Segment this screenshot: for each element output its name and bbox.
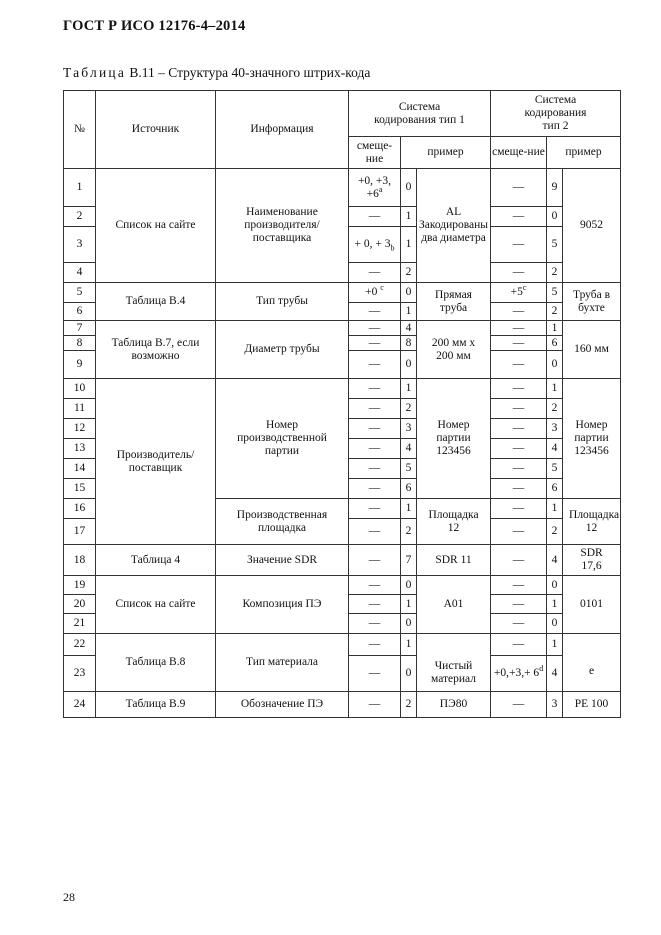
offset-2-cell: — bbox=[491, 439, 547, 459]
offset-1-cell: — bbox=[349, 351, 401, 379]
caption-text: В.11 – Структура 40-значного штрих-кода bbox=[129, 65, 371, 80]
info-cell: Производственная площадка bbox=[216, 499, 349, 545]
example-2-cell: Площадка 12 bbox=[563, 499, 621, 545]
offset-2-cell: — bbox=[491, 227, 547, 263]
example-2-cell: 9052 bbox=[563, 169, 621, 283]
offset-2-cell: — bbox=[491, 419, 547, 439]
offset-2-cell: — bbox=[491, 634, 547, 656]
source-cell: Таблица В.9 bbox=[96, 692, 216, 718]
offset-1-value: +0 bbox=[365, 286, 381, 298]
page-number: 28 bbox=[63, 890, 75, 904]
digit-2-cell: 2 bbox=[547, 263, 563, 283]
row-number: 7 bbox=[64, 321, 96, 336]
row-number: 12 bbox=[64, 419, 96, 439]
offset-1-cell: — bbox=[349, 207, 401, 227]
digit-1-cell: 5 bbox=[401, 459, 417, 479]
offset-1-cell: — bbox=[349, 595, 401, 614]
digit-2-cell: 4 bbox=[547, 545, 563, 576]
offset-2-cell: — bbox=[491, 351, 547, 379]
row-number: 11 bbox=[64, 399, 96, 419]
digit-2-cell: 3 bbox=[547, 419, 563, 439]
example-2-cell: Номер партии 123456 bbox=[563, 379, 621, 499]
table-header-row bbox=[64, 91, 621, 137]
digit-2-cell: 4 bbox=[547, 439, 563, 459]
offset-1-value: +0, +3, +6 bbox=[357, 174, 392, 200]
header-number: № bbox=[64, 91, 96, 169]
example-2-cell: 0101 bbox=[563, 576, 621, 634]
table-row bbox=[64, 283, 621, 303]
row-number: 14 bbox=[64, 459, 96, 479]
barcode-structure-table bbox=[63, 90, 621, 718]
info-cell: Номер производственной партии bbox=[216, 379, 349, 499]
digit-2-cell: 9 bbox=[547, 169, 563, 207]
digit-1-cell: 0 bbox=[401, 614, 417, 634]
footnote-mark: c bbox=[380, 283, 384, 293]
row-number: 5 bbox=[64, 283, 96, 303]
example-1-cell: AL Закодированы два диаметра bbox=[417, 169, 491, 283]
offset-1-cell: — bbox=[349, 614, 401, 634]
row-number: 21 bbox=[64, 614, 96, 634]
header-source: Источник bbox=[96, 91, 216, 169]
example-1-cell: Площадка 12 bbox=[417, 499, 491, 545]
digit-2-cell: 5 bbox=[547, 283, 563, 303]
source-cell: Таблица В.4 bbox=[96, 283, 216, 321]
digit-1-cell: 0 bbox=[401, 656, 417, 692]
offset-1-cell: — bbox=[349, 439, 401, 459]
info-cell: Диаметр трубы bbox=[216, 321, 349, 379]
digit-1-cell: 8 bbox=[401, 336, 417, 351]
row-number: 24 bbox=[64, 692, 96, 718]
table-row bbox=[64, 545, 621, 576]
source-cell: Таблица В.8 bbox=[96, 634, 216, 692]
example-2-cell: e bbox=[563, 634, 621, 692]
table-row bbox=[64, 379, 621, 399]
digit-2-cell: 5 bbox=[547, 227, 563, 263]
example-2-cell: PE 100 bbox=[563, 692, 621, 718]
offset-1-cell bbox=[349, 169, 401, 207]
digit-1-cell: 1 bbox=[401, 499, 417, 519]
digit-1-cell: 7 bbox=[401, 545, 417, 576]
offset-2-cell: — bbox=[491, 576, 547, 595]
offset-1-cell: — bbox=[349, 379, 401, 399]
example-1-cell: ПЭ80 bbox=[417, 692, 491, 718]
offset-1-cell: — bbox=[349, 459, 401, 479]
example-1-cell: Чистый материал bbox=[417, 634, 491, 692]
offset-1-cell: — bbox=[349, 656, 401, 692]
subheader-example-1: пример bbox=[401, 137, 491, 169]
offset-1-cell: — bbox=[349, 263, 401, 283]
table-caption bbox=[63, 65, 370, 81]
offset-2-value: +0,+3,+ 6 bbox=[493, 667, 540, 679]
row-number: 18 bbox=[64, 545, 96, 576]
row-number: 15 bbox=[64, 479, 96, 499]
subheader-offset-2: смеще-ние bbox=[491, 137, 547, 169]
digit-1-cell: 1 bbox=[401, 379, 417, 399]
footnote-mark: c bbox=[522, 283, 527, 293]
digit-2-cell: 1 bbox=[547, 634, 563, 656]
digit-2-cell: 0 bbox=[547, 576, 563, 595]
row-number: 19 bbox=[64, 576, 96, 595]
info-cell: Обозначение ПЭ bbox=[216, 692, 349, 718]
digit-2-cell: 1 bbox=[547, 379, 563, 399]
digit-2-cell: 0 bbox=[547, 351, 563, 379]
header-system-2: Система кодирования тип 2 bbox=[491, 91, 621, 137]
example-1-cell: Номер партии 123456 bbox=[417, 379, 491, 499]
digit-1-cell: 1 bbox=[401, 303, 417, 321]
offset-1-cell: — bbox=[349, 545, 401, 576]
row-number: 6 bbox=[64, 303, 96, 321]
offset-1-cell: — bbox=[349, 692, 401, 718]
digit-1-cell: 0 bbox=[401, 576, 417, 595]
digit-2-cell: 6 bbox=[547, 336, 563, 351]
info-cell: Значение SDR bbox=[216, 545, 349, 576]
digit-2-cell: 5 bbox=[547, 459, 563, 479]
offset-1-cell: — bbox=[349, 303, 401, 321]
offset-2-cell bbox=[491, 283, 547, 303]
info-cell: Композиция ПЭ bbox=[216, 576, 349, 634]
source-cell: Список на сайте bbox=[96, 169, 216, 283]
offset-1-cell: — bbox=[349, 336, 401, 351]
row-number: 23 bbox=[64, 656, 96, 692]
offset-2-cell: — bbox=[491, 519, 547, 545]
offset-2-cell: — bbox=[491, 692, 547, 718]
digit-2-cell: 2 bbox=[547, 303, 563, 321]
offset-1-cell: — bbox=[349, 479, 401, 499]
subheader-offset-1: смеще-ние bbox=[349, 137, 401, 169]
digit-1-cell: 0 bbox=[401, 351, 417, 379]
offset-1-cell: — bbox=[349, 419, 401, 439]
offset-2-cell: — bbox=[491, 336, 547, 351]
header-info: Информация bbox=[216, 91, 349, 169]
table-row bbox=[64, 634, 621, 656]
digit-2-cell: 2 bbox=[547, 399, 563, 419]
offset-2-cell: — bbox=[491, 169, 547, 207]
row-number: 22 bbox=[64, 634, 96, 656]
digit-1-cell: 2 bbox=[401, 692, 417, 718]
example-2-cell: SDR 17,6 bbox=[563, 545, 621, 576]
subheader-example-2: пример bbox=[547, 137, 621, 169]
digit-2-cell: 4 bbox=[547, 656, 563, 692]
digit-1-cell: 4 bbox=[401, 439, 417, 459]
table-row bbox=[64, 576, 621, 595]
offset-2-cell: — bbox=[491, 459, 547, 479]
info-cell: Наименование производителя/поставщика bbox=[216, 169, 349, 283]
source-cell: Таблица В.7, если возможно bbox=[96, 321, 216, 379]
offset-2-cell: — bbox=[491, 545, 547, 576]
example-1-cell: A01 bbox=[417, 576, 491, 634]
offset-1-cell bbox=[349, 227, 401, 263]
row-number: 9 bbox=[64, 351, 96, 379]
offset-2-cell bbox=[491, 656, 547, 692]
footnote-mark: d bbox=[539, 664, 544, 674]
offset-2-cell: — bbox=[491, 207, 547, 227]
source-cell: Производитель/поставщик bbox=[96, 379, 216, 545]
row-number: 10 bbox=[64, 379, 96, 399]
digit-2-cell: 6 bbox=[547, 479, 563, 499]
example-1-cell: Прямая труба bbox=[417, 283, 491, 321]
offset-1-cell: — bbox=[349, 634, 401, 656]
digit-1-cell: 6 bbox=[401, 479, 417, 499]
offset-2-value: +5 bbox=[510, 286, 523, 298]
digit-1-cell: 2 bbox=[401, 263, 417, 283]
offset-1-cell: — bbox=[349, 321, 401, 336]
table-row bbox=[64, 169, 621, 207]
digit-1-cell: 1 bbox=[401, 634, 417, 656]
digit-1-cell: 3 bbox=[401, 419, 417, 439]
header-system-1: Система кодирования тип 1 bbox=[349, 91, 491, 137]
digit-1-cell: 1 bbox=[401, 595, 417, 614]
offset-1-value: + 0, + 3 bbox=[354, 238, 391, 250]
footnote-mark: b bbox=[390, 243, 395, 253]
digit-1-cell: 2 bbox=[401, 399, 417, 419]
row-number: 17 bbox=[64, 519, 96, 545]
info-cell: Тип трубы bbox=[216, 283, 349, 321]
digit-1-cell: 0 bbox=[401, 283, 417, 303]
example-1-cell: 200 мм х 200 мм bbox=[417, 321, 491, 379]
row-number: 4 bbox=[64, 263, 96, 283]
digit-1-cell: 2 bbox=[401, 519, 417, 545]
digit-2-cell: 0 bbox=[547, 614, 563, 634]
digit-1-cell: 0 bbox=[401, 169, 417, 207]
source-cell: Список на сайте bbox=[96, 576, 216, 634]
row-number: 1 bbox=[64, 169, 96, 207]
offset-2-cell: — bbox=[491, 499, 547, 519]
digit-2-cell: 1 bbox=[547, 321, 563, 336]
example-2-cell: Труба в бухте bbox=[563, 283, 621, 321]
row-number: 13 bbox=[64, 439, 96, 459]
table-row bbox=[64, 321, 621, 336]
info-cell: Тип материала bbox=[216, 634, 349, 692]
offset-2-cell: — bbox=[491, 379, 547, 399]
offset-2-cell: — bbox=[491, 614, 547, 634]
offset-1-cell: — bbox=[349, 519, 401, 545]
row-number: 2 bbox=[64, 207, 96, 227]
document-header: ГОСТ Р ИСО 12176-4–2014 bbox=[63, 18, 246, 34]
offset-2-cell: — bbox=[491, 399, 547, 419]
table-row bbox=[64, 692, 621, 718]
digit-2-cell: 2 bbox=[547, 519, 563, 545]
offset-2-cell: — bbox=[491, 595, 547, 614]
offset-2-cell: — bbox=[491, 479, 547, 499]
example-1-cell: SDR 11 bbox=[417, 545, 491, 576]
row-number: 20 bbox=[64, 595, 96, 614]
offset-2-cell: — bbox=[491, 321, 547, 336]
offset-2-cell: — bbox=[491, 263, 547, 283]
digit-2-cell: 1 bbox=[547, 595, 563, 614]
footnote-mark: a bbox=[378, 184, 383, 194]
digit-1-cell: 1 bbox=[401, 227, 417, 263]
row-number: 3 bbox=[64, 227, 96, 263]
example-2-cell: 160 мм bbox=[563, 321, 621, 379]
offset-1-cell bbox=[349, 283, 401, 303]
digit-2-cell: 1 bbox=[547, 499, 563, 519]
source-cell: Таблица 4 bbox=[96, 545, 216, 576]
offset-1-cell: — bbox=[349, 576, 401, 595]
digit-1-cell: 4 bbox=[401, 321, 417, 336]
offset-1-cell: — bbox=[349, 399, 401, 419]
row-number: 8 bbox=[64, 336, 96, 351]
offset-1-cell: — bbox=[349, 499, 401, 519]
digit-2-cell: 0 bbox=[547, 207, 563, 227]
digit-1-cell: 1 bbox=[401, 207, 417, 227]
offset-2-cell: — bbox=[491, 303, 547, 321]
caption-label: Таблица bbox=[63, 65, 127, 80]
digit-2-cell: 3 bbox=[547, 692, 563, 718]
row-number: 16 bbox=[64, 499, 96, 519]
